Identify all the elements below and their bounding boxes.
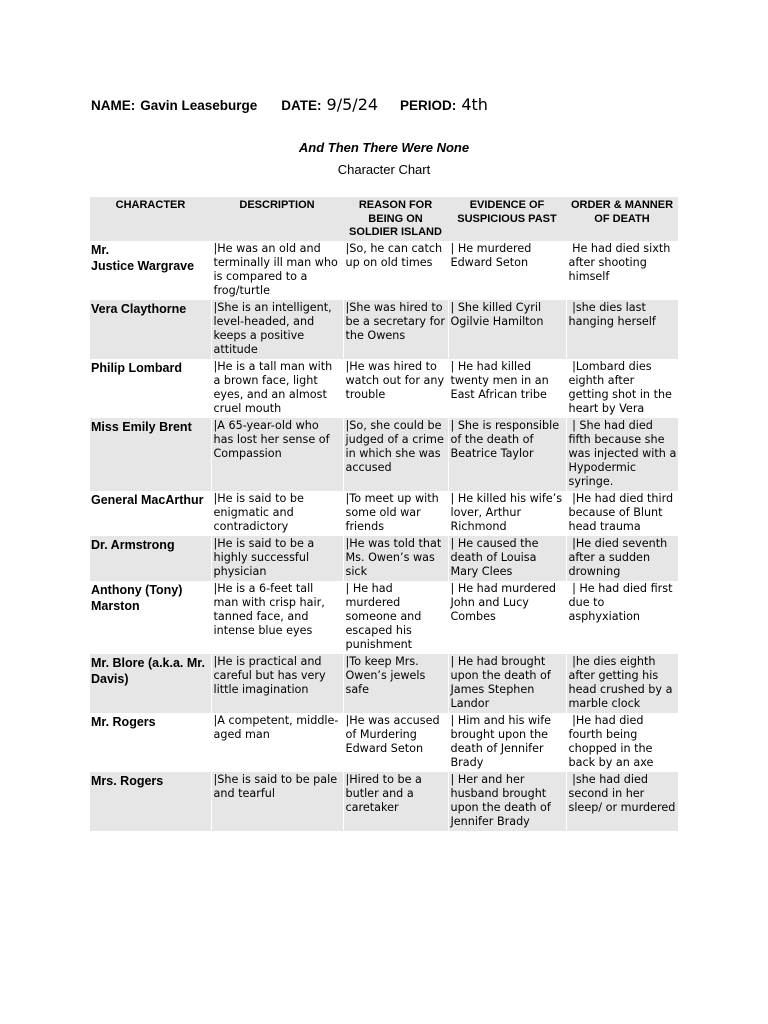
description-cell: |She is an intelligent, level-headed, and keeps a positive attitude: [211, 300, 343, 359]
reason-cell: |Hired to be a butler and a caretaker: [343, 772, 448, 831]
reason-cell: |She was hired to be a secretary for the Owens: [343, 300, 448, 359]
character-name: Vera Claythorne: [90, 300, 211, 359]
header-line: [91, 95, 488, 114]
evidence-cell: | She is responsible of the death of Beatrice Taylor: [448, 418, 566, 491]
book-title: And Then There Were None: [298, 140, 470, 155]
column-header-evidence: EVIDENCE OF SUSPICIOUS PAST: [448, 197, 566, 241]
character-name: Miss Emily Brent: [90, 418, 211, 491]
evidence-cell: | She killed Cyril Ogilvie Hamilton: [448, 300, 566, 359]
character-name: Mrs. Rogers: [90, 772, 211, 831]
character-chart-table: [90, 197, 679, 831]
table-row: [90, 581, 678, 654]
character-name: Mr. Blore (a.k.a. Mr. Davis): [90, 654, 211, 713]
table-row: [90, 772, 678, 831]
character-name: Mr. Justice Wargrave: [90, 241, 211, 300]
death-cell: |she dies last hanging herself: [566, 300, 678, 359]
evidence-cell: | He had brought upon the death of James Stephen Landor: [448, 654, 566, 713]
reason-cell: |So, he can catch up on old times: [343, 241, 448, 300]
column-header-character: CHARACTER: [90, 197, 211, 241]
period-label: PERIOD:: [400, 98, 457, 113]
description-cell: |She is said to be pale and tearful: [211, 772, 343, 831]
period-value: 4th: [461, 95, 488, 114]
death-cell: |she had died second in her sleep/ or murdered: [566, 772, 678, 831]
table-row: [90, 241, 678, 300]
description-cell: |He is said to be enigmatic and contradictory: [211, 491, 343, 536]
description-cell: |He is practical and careful but has very little imagination: [211, 654, 343, 713]
table-row: [90, 300, 678, 359]
description-cell: |He is a 6-feet tall man with crisp hair, tanned face, and intense blue eyes: [211, 581, 343, 654]
reason-cell: |To meet up with some old war friends: [343, 491, 448, 536]
character-name: Philip Lombard: [90, 359, 211, 418]
character-name: General MacArthur: [90, 491, 211, 536]
table-row: [90, 359, 678, 418]
description-cell: |He is said to be a highly successful physician: [211, 536, 343, 581]
reason-cell: |So, she could be judged of a crime in which she was accused: [343, 418, 448, 491]
table-header-row: [90, 197, 678, 241]
table-row: [90, 418, 678, 491]
reason-cell: |To keep Mrs. Owen’s jewels safe: [343, 654, 448, 713]
character-name: Dr. Armstrong: [90, 536, 211, 581]
death-cell: |He died seventh after a sudden drowning: [566, 536, 678, 581]
table-row: [90, 654, 678, 713]
table-row: [90, 713, 678, 772]
evidence-cell: | He murdered Edward Seton: [448, 241, 566, 300]
table-row: [90, 491, 678, 536]
date-label: DATE:: [281, 98, 322, 113]
column-header-reason: REASON FOR BEING ON SOLDIER ISLAND: [343, 197, 448, 241]
chart-subtitle: Character Chart: [337, 162, 431, 177]
description-cell: |A 65-year-old who has lost her sense of Compassion: [211, 418, 343, 491]
death-cell: |Lombard dies eighth after getting shot in the heart by Vera: [566, 359, 678, 418]
column-header-description: DESCRIPTION: [211, 197, 343, 241]
date-value: 9/5/24: [326, 95, 379, 114]
death-cell: | She had died fifth because she was injected with a Hypodermic syringe.: [566, 418, 678, 491]
evidence-cell: | He killed his wife’s lover, Arthur Richmond: [448, 491, 566, 536]
evidence-cell: | He had murdered John and Lucy Combes: [448, 581, 566, 654]
character-name: Anthony (Tony) Marston: [90, 581, 211, 654]
evidence-cell: | He caused the death of Louisa Mary Clees: [448, 536, 566, 581]
description-cell: |He was an old and terminally ill man who is compared to a frog/turtle: [211, 241, 343, 300]
reason-cell: |He was hired to watch out for any trouble: [343, 359, 448, 418]
death-cell: |he dies eighth after getting his head crushed by a marble clock: [566, 654, 678, 713]
evidence-cell: | Him and his wife brought upon the death of Jennifer Brady: [448, 713, 566, 772]
death-cell: | He had died first due to asphyxiation: [566, 581, 678, 654]
student-name: Gavin Leaseburge: [140, 98, 258, 113]
death-cell: |He had died third because of Blunt head trauma: [566, 491, 678, 536]
death-cell: He had died sixth after shooting himself: [566, 241, 678, 300]
death-cell: |He had died fourth being chopped in the back by an axe: [566, 713, 678, 772]
character-name: Mr. Rogers: [90, 713, 211, 772]
evidence-cell: | Her and her husband brought upon the death of Jennifer Brady: [448, 772, 566, 831]
name-label: NAME:: [91, 98, 136, 113]
reason-cell: |He was accused of Murdering Edward Seton: [343, 713, 448, 772]
description-cell: |A competent, middle-aged man: [211, 713, 343, 772]
reason-cell: |He was told that Ms. Owen’s was sick: [343, 536, 448, 581]
reason-cell: | He had murdered someone and escaped his punishment: [343, 581, 448, 654]
table-row: [90, 536, 678, 581]
description-cell: |He is a tall man with a brown face, light eyes, and an almost cruel mouth: [211, 359, 343, 418]
table-body: [90, 241, 678, 831]
evidence-cell: | He had killed twenty men in an East African tribe: [448, 359, 566, 418]
column-header-death: ORDER & MANNER OF DEATH: [566, 197, 678, 241]
